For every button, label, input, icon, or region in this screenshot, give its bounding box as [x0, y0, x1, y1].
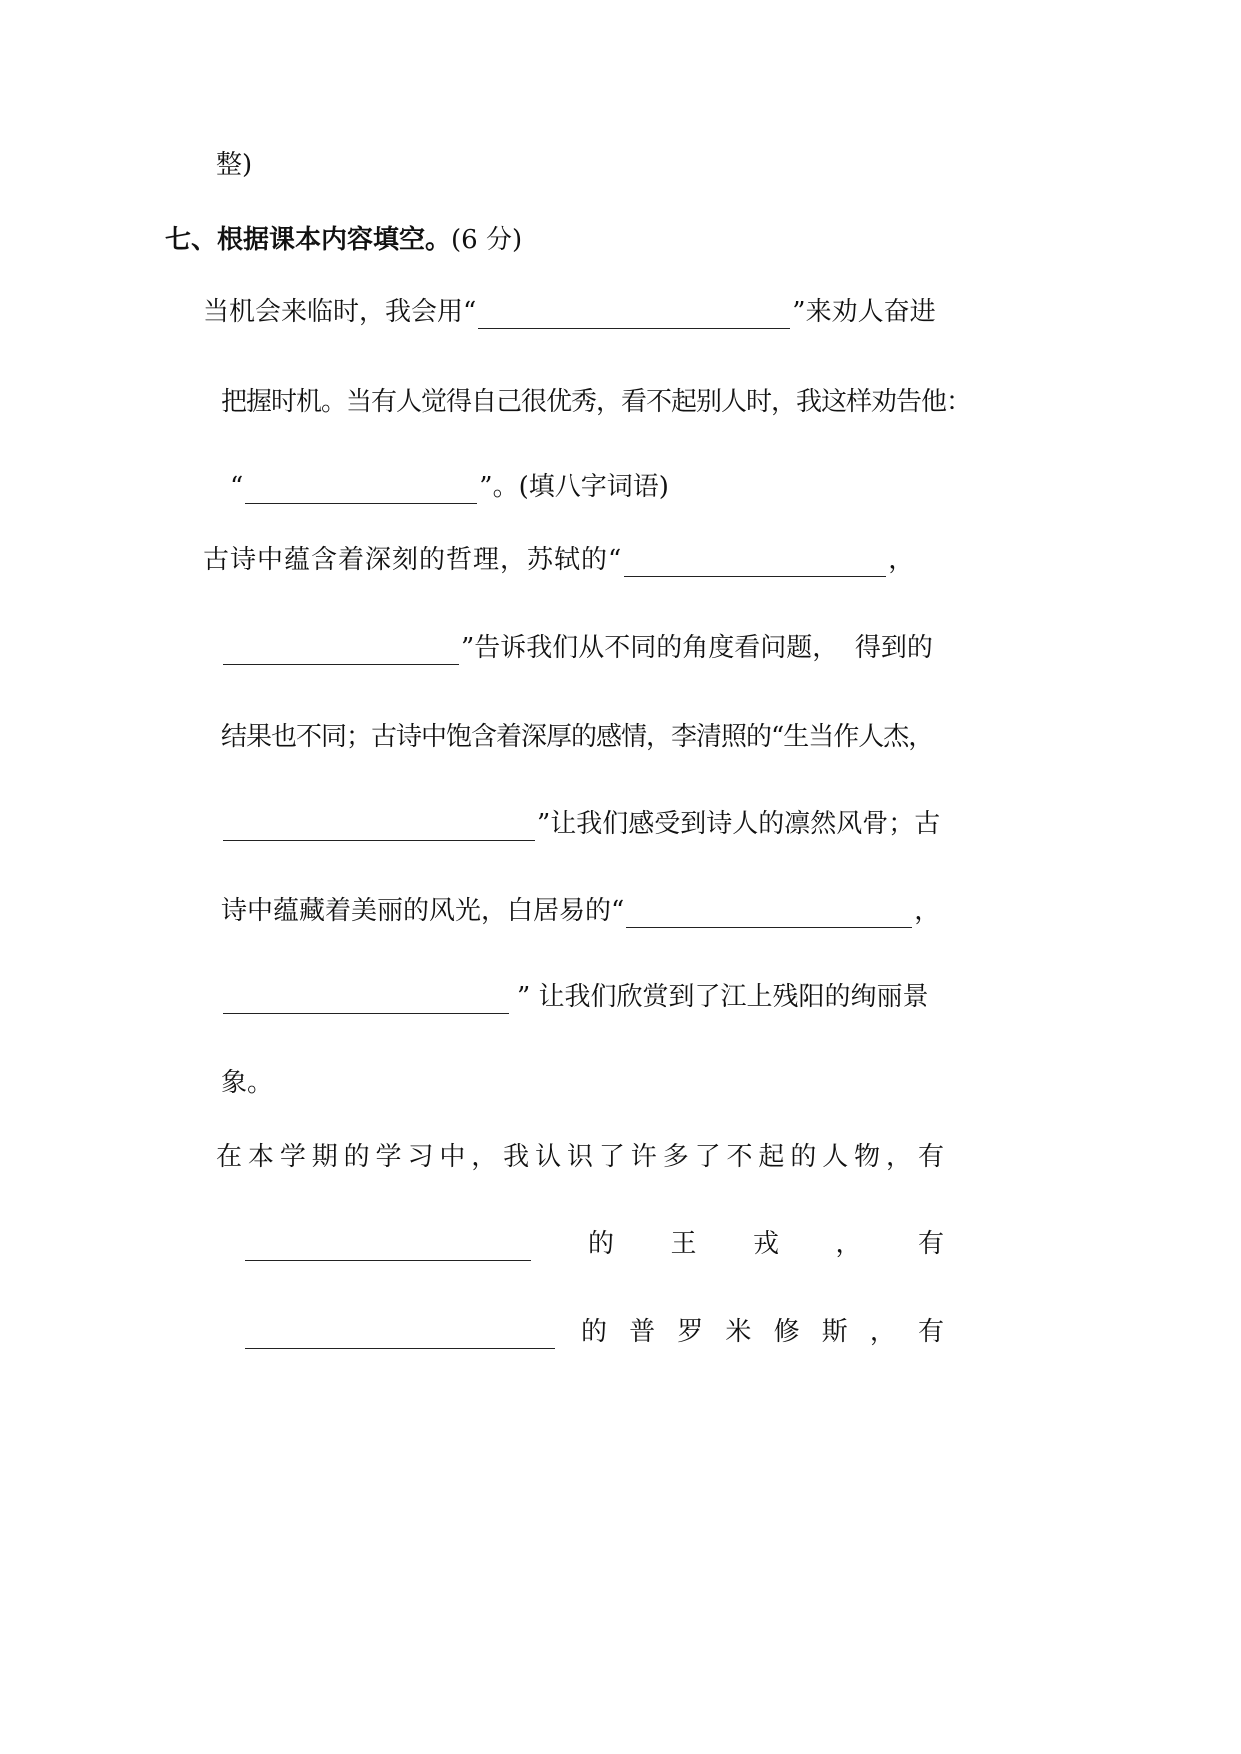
- question-line: [221, 385, 971, 419]
- heading-text: 七、根据课本内容填空。: [165, 225, 452, 255]
- char: 认: [535, 1142, 562, 1172]
- text: 整): [216, 150, 253, 180]
- question-line: [221, 807, 940, 841]
- char: 多: [662, 1142, 689, 1172]
- text: ”。(填八字词语): [479, 472, 669, 502]
- question-line: [230, 470, 669, 504]
- char: 的: [343, 1142, 370, 1172]
- char: 有: [917, 1317, 944, 1347]
- char: 许: [630, 1142, 657, 1172]
- question-line: [221, 1066, 273, 1100]
- char: 学: [279, 1142, 306, 1172]
- char: 不: [726, 1142, 753, 1172]
- char: 有: [917, 1229, 944, 1259]
- answer-blank[interactable]: [624, 550, 886, 577]
- char: 中: [439, 1142, 466, 1172]
- question-line: [203, 543, 914, 577]
- char: 罗: [677, 1317, 704, 1347]
- char: 学: [375, 1142, 402, 1172]
- text: 结果也不同；古诗中饱含着深厚的感情，李清照的“生当作人杰，: [221, 722, 934, 752]
- char: ，: [869, 1317, 896, 1347]
- char: 起: [758, 1142, 785, 1172]
- char: 斯: [821, 1317, 848, 1347]
- char: ，: [471, 1142, 498, 1172]
- answer-blank[interactable]: [245, 1234, 531, 1261]
- char: 王: [670, 1229, 697, 1259]
- char: 物: [854, 1142, 881, 1172]
- char: 的: [790, 1142, 817, 1172]
- text-group: [581, 1315, 944, 1349]
- question-line: [243, 1227, 944, 1261]
- char: 的: [581, 1317, 608, 1347]
- char: ，: [835, 1229, 862, 1259]
- line-continuation: [216, 148, 252, 182]
- text: 象。: [221, 1068, 274, 1098]
- answer-blank[interactable]: [245, 1322, 555, 1349]
- text: ，: [888, 545, 915, 575]
- answer-blank[interactable]: [223, 814, 535, 841]
- char: 了: [694, 1142, 721, 1172]
- answer-blank[interactable]: [478, 302, 790, 329]
- text: ”告诉我们从不同的角度看问题， 得到的: [461, 633, 933, 663]
- question-line: [221, 894, 940, 928]
- char: 了: [598, 1142, 625, 1172]
- char: 期: [311, 1142, 338, 1172]
- text: 当机会来临时，我会用“: [203, 297, 477, 327]
- question-line: [243, 1315, 944, 1349]
- char: 的: [588, 1229, 615, 1259]
- char: 在: [216, 1142, 243, 1172]
- char: 人: [822, 1142, 849, 1172]
- text: ”来劝人奋进: [792, 297, 936, 327]
- question-line: [221, 631, 933, 665]
- question-line: [221, 980, 929, 1014]
- text-group: [588, 1227, 944, 1261]
- heading-score: (6 分): [451, 225, 523, 255]
- answer-blank[interactable]: [223, 638, 459, 665]
- text: ，: [914, 896, 941, 926]
- char: 本: [247, 1142, 274, 1172]
- text: 把握时机。当有人觉得自己很优秀，看不起别人时，我这样劝告他：: [221, 387, 972, 417]
- text: ”让我们感受到诗人的凛然风骨；古: [537, 809, 941, 839]
- text: 诗中蕴藏着美丽的风光，白居易的“: [221, 896, 625, 926]
- question-line: [216, 1140, 944, 1174]
- text: 古诗中蕴含着深刻的哲理，苏轼的“: [203, 545, 623, 575]
- section-heading: [165, 223, 522, 257]
- question-line: [221, 720, 933, 754]
- answer-blank[interactable]: [223, 987, 509, 1014]
- char: 普: [629, 1317, 656, 1347]
- char: 修: [773, 1317, 800, 1347]
- char: 识: [566, 1142, 593, 1172]
- char: 习: [407, 1142, 434, 1172]
- char: 戎: [752, 1229, 779, 1259]
- text: ” 让我们欣赏到了江上残阳的绚丽景: [517, 982, 929, 1012]
- char: 我: [503, 1142, 530, 1172]
- char: 有: [917, 1142, 944, 1172]
- question-line: [203, 295, 936, 329]
- answer-blank[interactable]: [245, 477, 477, 504]
- answer-blank[interactable]: [626, 901, 912, 928]
- text: “: [230, 472, 244, 502]
- char: ，: [886, 1142, 913, 1172]
- char: 米: [725, 1317, 752, 1347]
